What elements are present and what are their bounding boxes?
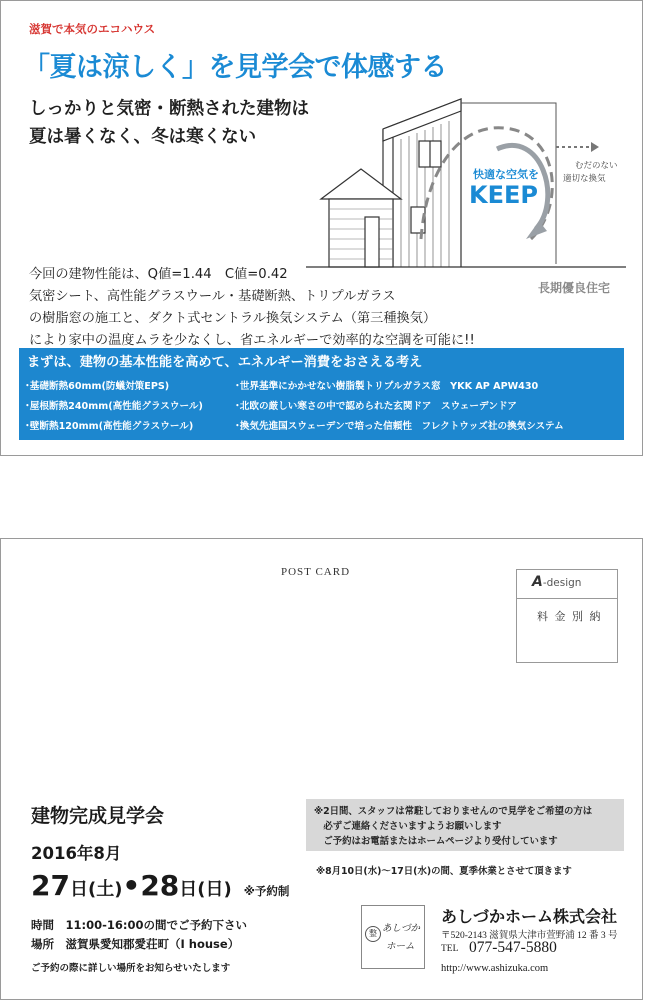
subhead-line-2: 夏は暑くなく、冬は寒くない [29, 127, 257, 147]
performance-line-3: の樹脂窓の施工と、ダクト式セントラル換気システム（第三種換気） [29, 311, 437, 326]
house-illustration [301, 89, 631, 279]
reservation-note: ※予約制 [243, 884, 290, 898]
company-logo-text-1: あしづか [382, 923, 421, 934]
notice-line-3: ご予約はお電話またはホームページより受付しています [314, 836, 558, 847]
postcard-back [0, 538, 643, 1000]
keep-label: KEEP [469, 181, 538, 209]
house-label: 長期優良住宅 [538, 281, 611, 295]
performance-line-4: により家中の温度ムラを少なくし、省エネルギーで効率的な空調を可能に!! [29, 333, 475, 348]
performance-band [19, 348, 624, 440]
vent-label-line-2: 適切な換気 [563, 174, 606, 184]
company-address: 〒520-2143 滋賀県大津市萱野浦 12 番 3 号 [441, 931, 618, 941]
a-design-logo-text: -design [542, 577, 582, 589]
company-logo [361, 905, 425, 969]
comfort-label: 快適な空気を [473, 168, 539, 181]
event-place: 場所 滋賀県愛知郡愛荘町（I house） [31, 937, 240, 951]
notice-box [306, 799, 624, 851]
event-time: 時間 11:00-16:00の間でご予約下さい [31, 918, 247, 932]
spec-left-2: ･屋根断熱240mm(高性能グラスウール) [25, 401, 203, 412]
band-title: まずは、建物の基本性能を高めて、エネルギー消費をおさえる考え [27, 355, 423, 370]
eco-label: 滋賀で本気のエコハウス [29, 22, 156, 36]
spec-right-1: ･世界基準にかかせない樹脂製トリプルガラス窓 YKK AP APW430 [235, 381, 539, 392]
spec-right-2: ･北欧の厳しい寒さの中で認められた玄関ドア スウェーデンドア [235, 401, 517, 412]
notice-line-2: 必ずご連絡くださいますようお願いします [314, 821, 502, 832]
performance-line-1: 今回の建物性能は、Q値=1.44 C値=0.42 [29, 267, 288, 282]
event-title: 建物完成見学会 [31, 805, 165, 827]
postcard-front [0, 0, 643, 456]
vent-label-line-1: むだのない [575, 161, 618, 171]
subhead-line-1: しっかりと気密・断熱された建物は [29, 99, 309, 119]
postage-box [516, 569, 618, 663]
company-tel-label: TEL [441, 944, 459, 954]
company-url[interactable]: http://www.ashizuka.com [441, 963, 549, 974]
performance-line-2: 気密シート、高性能グラスウール・基礎断熱、トリプルガラス [29, 289, 396, 304]
postage-paid-label: 料 金 別 納 [537, 610, 602, 623]
a-design-logo-mark: A [532, 574, 543, 590]
event-dates [31, 869, 289, 902]
spec-left-1: ･基礎断熱60mm(防蟻対策EPS) [25, 381, 170, 392]
stamp-logo-area [517, 570, 617, 599]
date-day-1: 27 [31, 869, 70, 902]
holiday-notice: ※8月10日(水)～17日(水)の間、夏季休業とさせて頂きます [316, 866, 572, 877]
company-tel: 077-547-5880 [469, 939, 557, 956]
company-logo-mark: 整 [365, 926, 381, 942]
date-separator: • [122, 869, 141, 902]
company-logo-text-2: ホーム [386, 941, 415, 952]
event-year-month: 2016年8月 [31, 844, 122, 863]
date-day-1-suffix: 日(土) [69, 879, 123, 900]
a-design-logo [532, 574, 581, 590]
company-name: あしづかホーム株式会社 [441, 909, 618, 926]
spec-left-3: ･壁断熱120mm(高性能グラスウール) [25, 421, 194, 432]
spec-right-3: ･換気先進国スウェーデンで培った信頼性 フレクトウッズ社の換気システム [235, 421, 564, 432]
date-day-2-suffix: 日(日) [179, 879, 232, 900]
postcard-title: POST CARD [281, 566, 351, 578]
notice-line-1: ※2日間、スタッフは常駐しておりませんので見学をご希望の方は [314, 806, 593, 817]
contact-note: ご予約の際に詳しい場所をお知らせいたします [31, 963, 231, 974]
date-day-2: 28 [140, 869, 180, 902]
headline: 「夏は涼しく」を見学会で体感する [23, 52, 447, 83]
